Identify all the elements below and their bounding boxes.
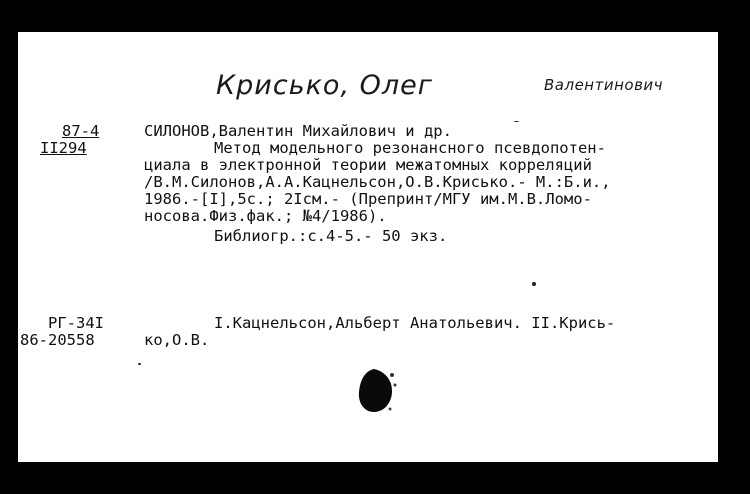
rg-call-number: РГ-34I [48,314,104,332]
call-number-top: 87-4 [62,122,100,140]
speck-mark [514,121,519,122]
tracing-line-2: ко,О.В. [144,331,210,349]
entry-line-notes: Библиогр.:с.4-5.- 50 экз. [214,227,448,245]
entry-line-imprint: 1986.-[I],5с.; 2Iсм.- (Препринт/МГУ им.М.В.Ломо- [144,190,592,208]
speck-mark [138,363,141,365]
handwritten-author-heading: Крисько, Олег [216,70,433,101]
entry-line-series: носова.Физ.фак.; №4/1986). [144,207,387,225]
entry-line-author: СИЛОНОВ,Валентин Михайлович и др. [144,122,452,140]
entry-line-title-cont: циала в электронной теории межатомных корреляций [144,156,592,174]
inventory-number: II294 [40,139,87,157]
punch-hole-mark [354,365,398,417]
entry-line-responsibility: /В.М.Силонов,А.А.Кацнельсон,О.В.Крисько.- М.:Б.и., [144,173,611,191]
handwritten-patronymic: Валентинович [544,76,664,94]
entry-line-title: Метод модельного резонансного псевдопотен- [214,139,606,157]
speck-mark [532,282,536,286]
registration-number: 86-20558 [20,331,95,349]
catalog-card [18,32,718,462]
tracing-line-1: I.Кацнельсон,Альберт Анатольевич. II.Крись- [214,314,616,332]
